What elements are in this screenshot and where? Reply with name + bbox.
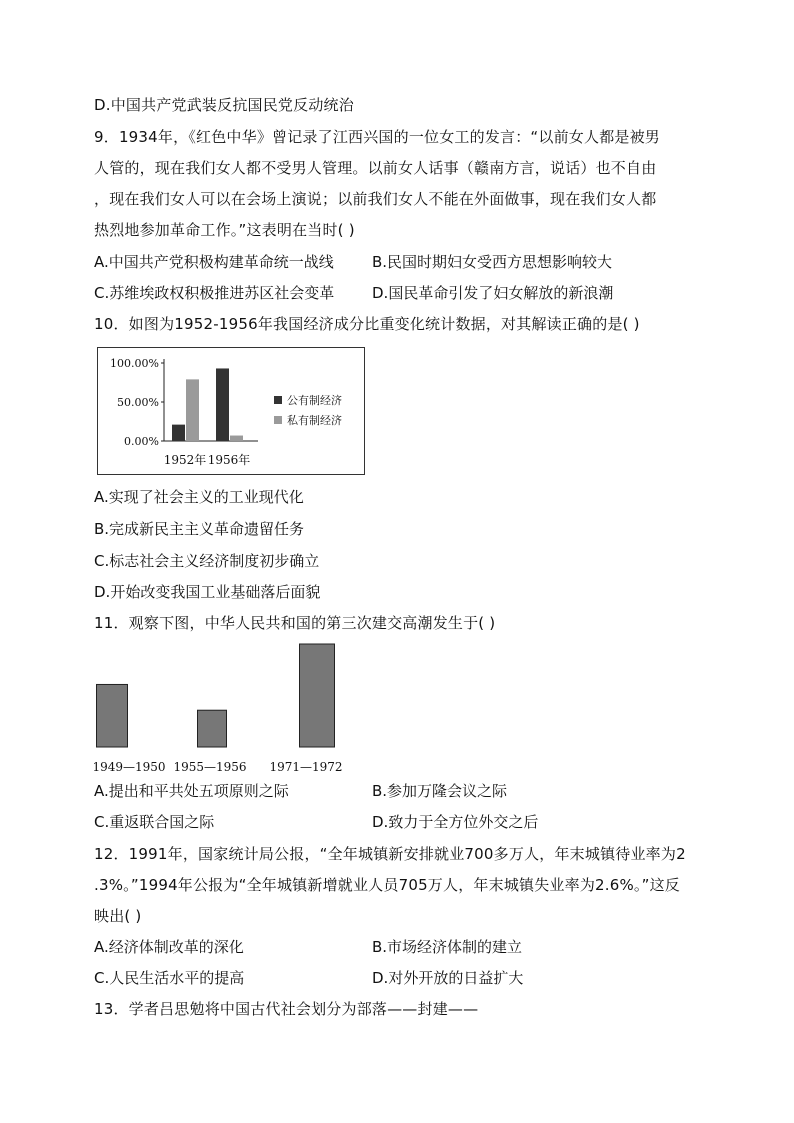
q9-stem-line-4: 热烈地参加革命工作。”这表明在当时( ): [94, 221, 355, 239]
y-tick-label: 50.00%: [117, 396, 159, 409]
bar-private-0: [186, 379, 199, 441]
q11-stem: 11．观察下图，中华人民共和国的第三次建交高潮发生于( ): [94, 614, 496, 632]
q12-option-c: C.人民生活水平的提高: [94, 969, 245, 987]
x-tick-label: 1949—1950: [94, 760, 166, 774]
q12-stem-line-1: 12．1991年，国家统计局公报，“全年城镇新安排就业700多万人，年末城镇待业率为2: [94, 845, 686, 863]
legend-swatch-1: [274, 416, 282, 424]
x-tick-label: 1956年: [207, 453, 251, 467]
legend-swatch-0: [274, 396, 282, 404]
y-tick-label: 0.00%: [124, 435, 159, 448]
q12-option-b: B.市场经济体制的建立: [372, 938, 523, 956]
bar-0: [97, 684, 128, 747]
q10-option-c: C.标志社会主义经济制度初步确立: [94, 552, 320, 570]
q9-stem-line-1: 9．1934年，《红色中华》曾记录了江西兴国的一位女工的发言：“以前女人都是被男: [94, 128, 660, 146]
x-tick-label: 1952年: [163, 453, 207, 467]
q9-option-b: B.民国时期妇女受西方思想影响较大: [372, 253, 613, 271]
bar-public-0: [172, 425, 185, 441]
bar-1: [198, 710, 227, 747]
q10-option-d: D.开始改变我国工业基础落后面貌: [94, 583, 321, 601]
economy-composition-chart-svg: [98, 348, 364, 474]
legend-label-1: 私有制经济: [287, 414, 342, 427]
q11-option-b: B.参加万隆会议之际: [372, 782, 508, 800]
q12-stem-line-3: 映出( ): [94, 907, 142, 925]
q13-stem: 13．学者吕思勉将中国古代社会划分为部落——封建——: [94, 1000, 479, 1018]
x-tick-label: 1971—1972: [269, 760, 343, 774]
y-tick-label: 100.00%: [110, 357, 159, 370]
q9-option-d: D.国民革命引发了妇女解放的新浪潮: [372, 284, 614, 302]
q8-option-d: D.中国共产党武装反抗国民党反动统治: [94, 96, 354, 114]
q12-option-a: A.经济体制改革的深化: [94, 938, 244, 956]
q11-option-d: D.致力于全方位外交之后: [372, 813, 539, 831]
diplomatic-peaks-chart: [94, 640, 354, 776]
q9-stem-line-3: ，现在我们女人可以在会场上演说；以前我们女人不能在外面做事，现在我们女人都: [94, 190, 657, 208]
diplomatic-peaks-chart-svg: [94, 640, 354, 776]
q12-stem-line-2: .3%。”1994年公报为“全年城镇新增就业人员705万人，年末城镇失业率为2.6%。”这反: [94, 876, 680, 894]
q10-stem: 10．如图为1952-1956年我国经济成分比重变化统计数据，对其解读正确的是( ): [94, 315, 640, 333]
economy-composition-chart: [97, 347, 365, 475]
q9-option-c: C.苏维埃政权积极推进苏区社会变革: [94, 284, 335, 302]
legend-label-0: 公有制经济: [287, 394, 342, 407]
x-tick-label: 1955—1956: [173, 760, 247, 774]
q10-option-a: A.实现了社会主义的工业现代化: [94, 488, 304, 506]
bar-private-1: [230, 436, 243, 441]
q10-option-b: B.完成新民主主义革命遗留任务: [94, 520, 305, 538]
q11-option-c: C.重返联合国之际: [94, 813, 215, 831]
bar-public-1: [216, 368, 229, 441]
q9-option-a: A.中国共产党积极构建革命统一战线: [94, 253, 334, 271]
q9-stem-line-2: 人管的，现在我们女人都不受男人管理。以前女人话事（赣南方言，说话）也不自由: [94, 159, 657, 177]
q12-option-d: D.对外开放的日益扩大: [372, 969, 524, 987]
bar-2: [300, 644, 335, 747]
q11-option-a: A.提出和平共处五项原则之际: [94, 782, 289, 800]
